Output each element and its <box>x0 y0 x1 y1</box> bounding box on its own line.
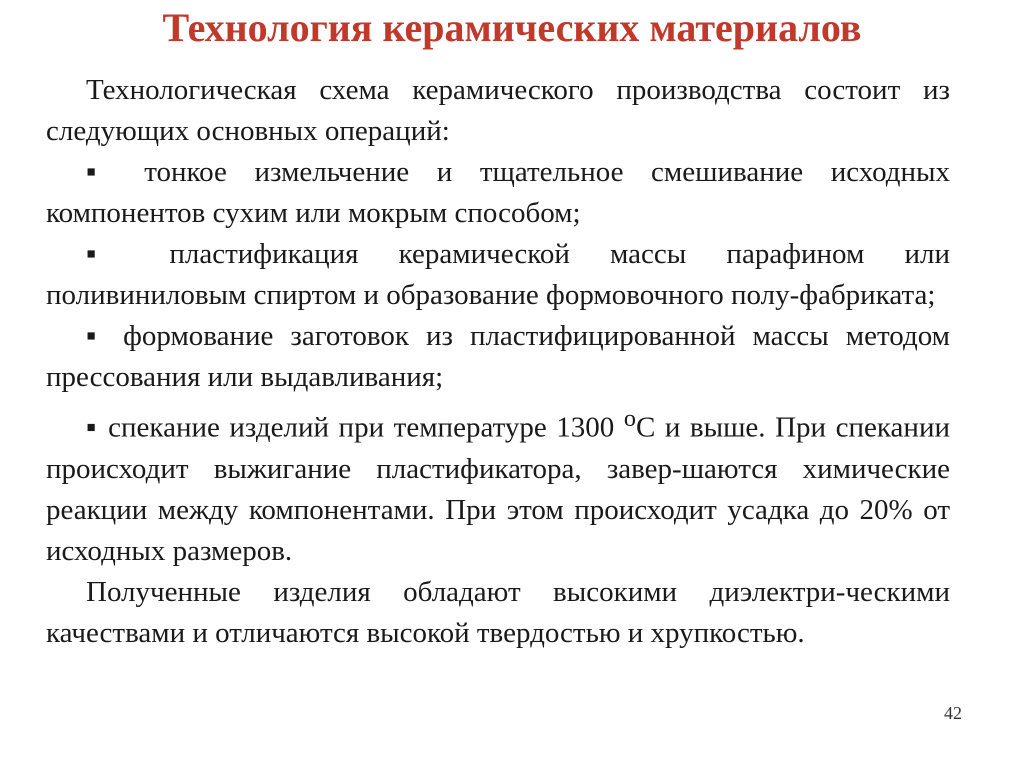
bullet-icon: ▪ <box>86 238 130 270</box>
list-item <box>46 316 950 398</box>
list-item-text: спекание изделий при температуре 1300 <box>108 411 624 444</box>
list-item-text: пластификация керамической массы парафином или поливиниловым спиртом и образование формовочного полу-фабриката; <box>46 238 951 311</box>
list-item <box>46 234 950 316</box>
list-item-text: тонкое измельчение и тщательное смешивание исходных компонентов сухим или мокрым способом; <box>46 156 951 229</box>
slide-title: Технология керамических материалов <box>162 5 862 50</box>
bullet-icon: ▪ <box>86 411 99 444</box>
slide-body <box>46 70 950 654</box>
bullet-icon: ▪ <box>86 156 117 188</box>
list-item-text-continued: С и выше. При спекании происходит выжигание пластификатора, завер-шаются химические реакции между компонентами. При этом происходит усадка до 20% от исходных размеров. <box>46 411 950 567</box>
list-item <box>46 152 950 234</box>
page-number: 42 <box>944 703 962 723</box>
intro-paragraph: Технологическая схема керамического производства состоит из следующих основных операций: <box>46 74 950 147</box>
bullet-icon: ▪ <box>86 320 107 352</box>
list-item-text: формование заготовок из пластифицированной массы методом прессования или выдавливания; <box>46 320 951 393</box>
conclusion-paragraph: Полученные изделия обладают высокими диэлектри-ческими качествами и отличаются высокой твердостью и хрупкостью. <box>46 575 950 649</box>
degree-superscript: о <box>623 405 636 432</box>
list-item <box>46 398 950 572</box>
